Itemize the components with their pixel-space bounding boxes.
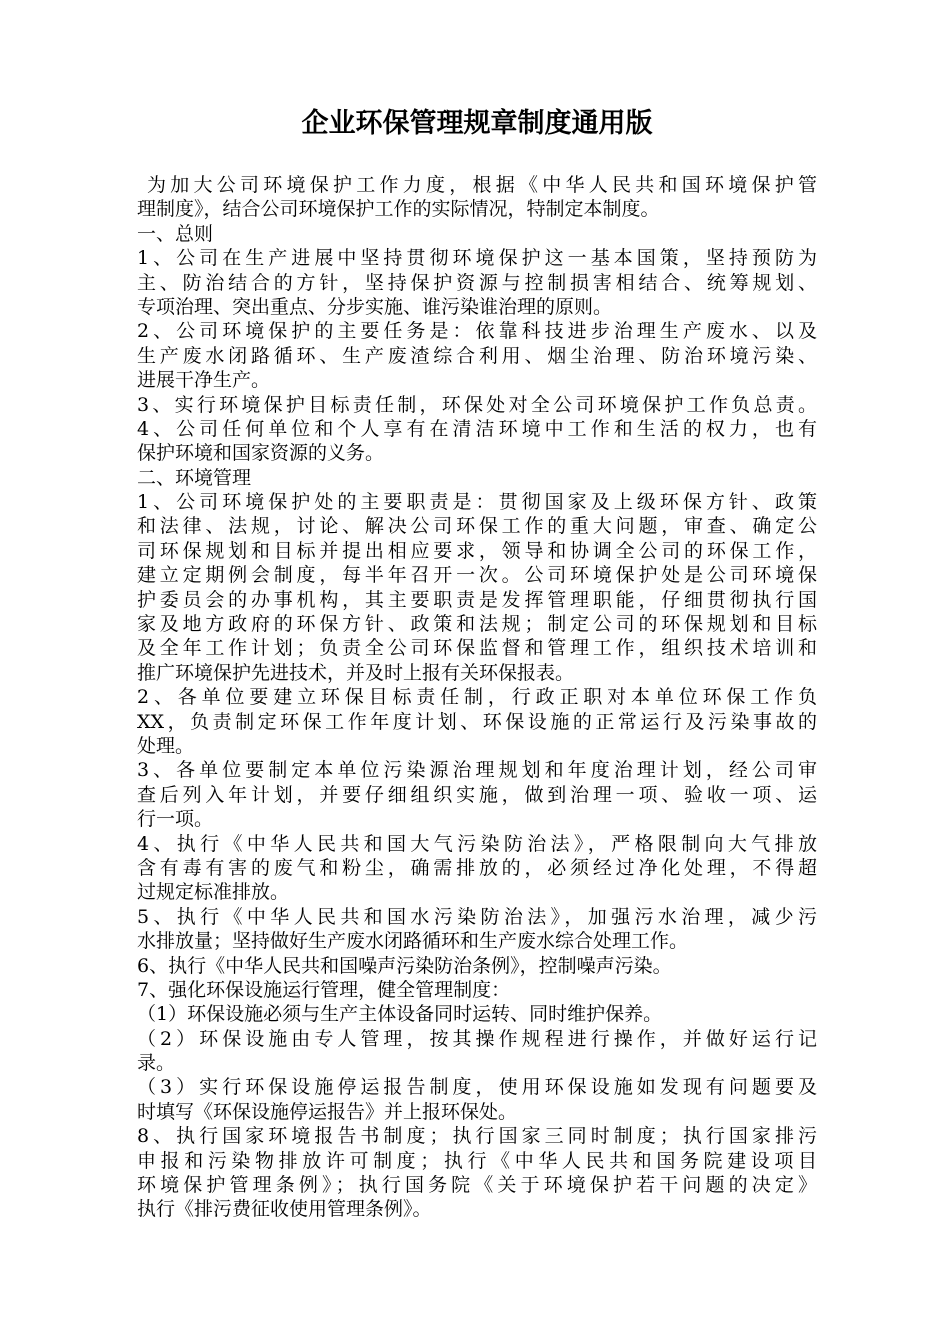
body-line: 处理。 — [137, 734, 195, 757]
body-line: 为加大公司环境保护工作力度，根据《中华人民共和国环境保护管 — [147, 174, 817, 196]
body-line: 保护环境和国家资源的义务。 — [137, 442, 385, 465]
document-title: 企业环保管理规章制度通用版 — [301, 108, 653, 139]
body-line: （1）环保设施必须与生产主体设备同时运转、同时维护保养。 — [137, 1003, 663, 1026]
body-line: 含有毒有害的废气和粉尘，确需排放的，必须经过净化处理，不得超 — [137, 856, 817, 879]
body-line: 5、执行《中华人民共和国水污染防治法》，加强污水治理，减少污 — [137, 905, 817, 928]
body-line: 1、公司在生产进展中坚持贯彻环境保护这一基本国策，坚持预防为 — [137, 247, 817, 270]
body-line: 6、执行《中华人民共和国噪声污染防治条例》，控制噪声污染。 — [137, 954, 672, 977]
body-line: 3、各单位要制定本单位污染源治理规划和年度治理计划，经公司审 — [137, 759, 817, 782]
body-line: （3）实行环保设施停运报告制度，使用环保设施如发现有问题要及 — [137, 1076, 817, 1099]
body-line: 环境保护管理条例》；执行国务院《关于环境保护若干问题的决定》 — [137, 1174, 817, 1197]
body-line: 及全年工作计划；负责全公司环保监督和管理工作，组织技术培训和 — [137, 637, 817, 660]
body-line: 建立定期例会制度，每半年召开一次。公司环境保护处是公司环境保 — [137, 564, 817, 587]
body-line: 专项治理、突出重点、分步实施、谁污染谁治理的原则。 — [137, 295, 613, 318]
body-line: 水排放量；坚持做好生产废水闭路循环和生产废水综合处理工作。 — [137, 930, 689, 953]
body-line: 2、公司环境保护的主要任务是：依靠科技进步治理生产废水、以及 — [137, 320, 817, 343]
body-line: 二、环境管理 — [137, 466, 252, 489]
body-line: 4、执行《中华人民共和国大气污染防治法》，严格限制向大气排放 — [137, 832, 817, 855]
body-line: （2）环保设施由专人管理，按其操作规程进行操作，并做好运行记 — [137, 1027, 817, 1050]
body-line: 一、总则 — [137, 222, 214, 245]
body-line: 和法律、法规，讨论、解决公司环保工作的重大问题，审查、确定公 — [137, 515, 817, 538]
body-line: 3、实行环境保护目标责任制，环保处对全公司环境保护工作负总责。 — [137, 393, 817, 416]
body-line: 理制度》，结合公司环境保护工作的实际情况，特制定本制度。 — [137, 198, 660, 221]
body-line: 4、公司任何单位和个人享有在清洁环境中工作和生活的权力，也有 — [137, 417, 817, 440]
body-line: 行一项。 — [137, 808, 214, 831]
body-line: 推广环境保护先进技术，并及时上报有关环保报表。 — [137, 661, 575, 684]
body-line: 录。 — [137, 1052, 176, 1075]
body-line: XX，负责制定环保工作年度计划、环保设施的正常运行及污染事故的 — [137, 710, 817, 733]
body-line: 时填写《环保设施停运报告》并上报环保处。 — [137, 1100, 518, 1123]
body-line: 申报和污染物排放许可制度；执行《中华人民共和国务院建设项目 — [137, 1149, 817, 1172]
body-line: 进展干净生产。 — [137, 369, 271, 392]
body-line: 1、公司环境保护处的主要职责是：贯彻国家及上级环保方针、政策 — [137, 491, 817, 514]
body-line: 8、执行国家环境报告书制度；执行国家三同时制度；执行国家排污 — [137, 1125, 817, 1148]
body-line: 查后列入年计划，并要仔细组织实施，做到治理一项、验收一项、运 — [137, 783, 817, 806]
body-line: 生产废水闭路循环、生产废渣综合利用、烟尘治理、防治环境污染、 — [137, 344, 817, 367]
body-line: 过规定标准排放。 — [137, 881, 290, 904]
body-line: 家及地方政府的环保方针、政策和法规；制定公司的环保规划和目标 — [137, 613, 817, 636]
body-line: 执行《排污费征收使用管理条例》。 — [137, 1198, 432, 1221]
document-body — [137, 173, 817, 1222]
body-line: 护委员会的办事机构，其主要职责是发挥管理职能，仔细贯彻执行国 — [137, 588, 817, 611]
body-line: 司环保规划和目标并提出相应要求，领导和协调全公司的环保工作， — [137, 539, 817, 562]
body-line: 主、防治结合的方针，坚持保护资源与控制损害相结合、统筹规划、 — [137, 271, 817, 294]
body-line: 2、各单位要建立环保目标责任制，行政正职对本单位环保工作负 — [137, 686, 817, 709]
body-line: 7、强化环保设施运行管理，健全管理制度： — [137, 978, 511, 1001]
